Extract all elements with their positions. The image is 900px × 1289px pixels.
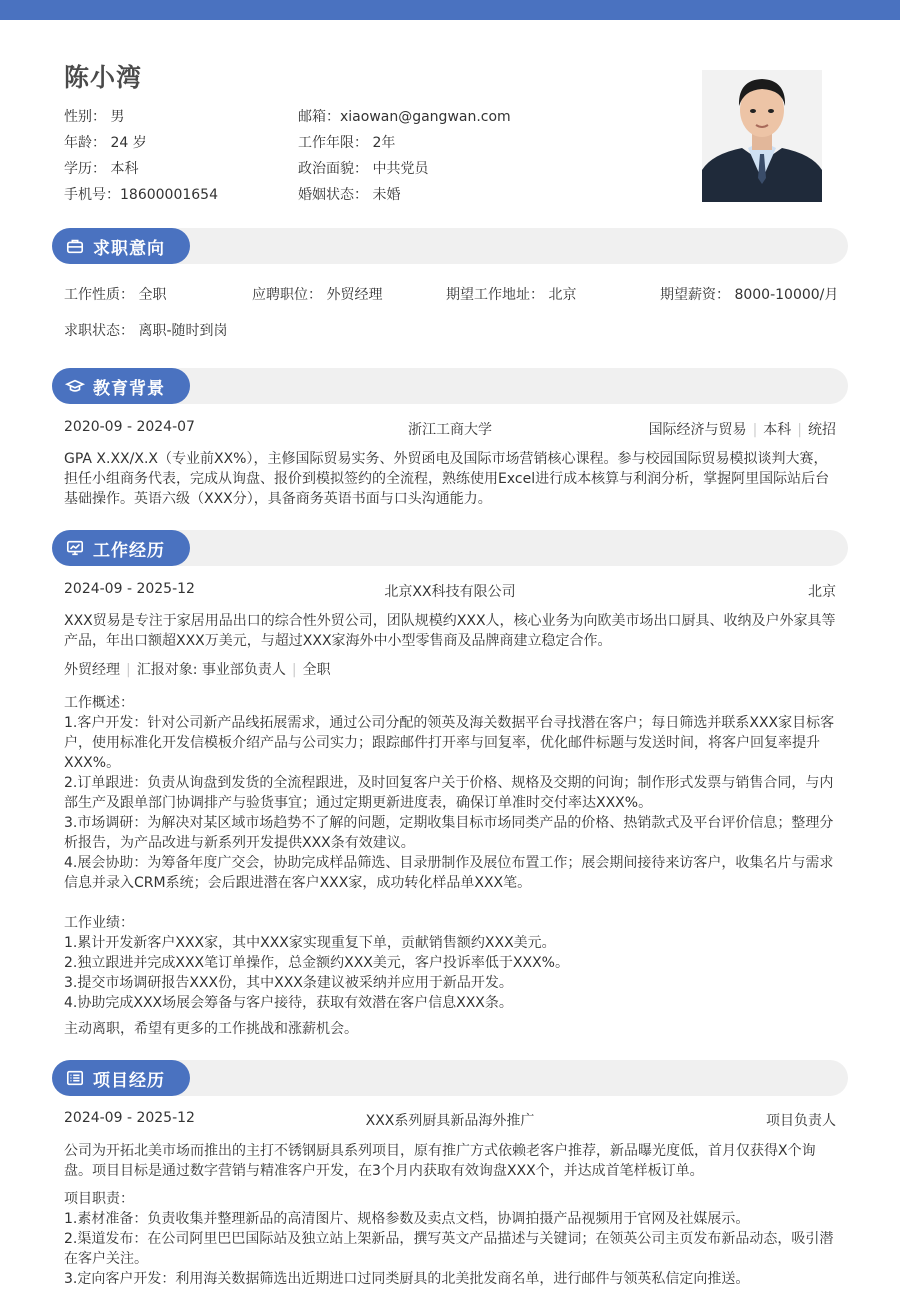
briefcase-icon: [66, 237, 84, 255]
edu-description: GPA X.XX/X.X（专业前XX%），主修国际贸易实务、外贸函电及国际市场营销核心课程。参与校园国际贸易模拟谈判大赛，担任小组商务代表，完成从询盘、报价到模拟签约的全流程，熟练使用Excel进行成本核算与利润分析，掌握阿里国际站后台基础操作。英语六级（XXX分），具备商务英语书面与口头沟通能力。: [64, 451, 830, 507]
section-title-project: 项目经历: [93, 1070, 165, 1091]
intent-nature: 工作性质： 全职: [64, 287, 167, 303]
graduation-cap-icon: [66, 377, 84, 395]
edu-meta: 国际经济与贸易 | 本科 | 统招: [648, 422, 836, 438]
info-education: 学历： 本科: [64, 161, 139, 177]
project-duties: 项目职责： 1.素材准备：负责收集并整理新品的高清图片、规格参数及卖点文档，协调拍摄产品视频用于官网及社媒展示。 2.渠道发布：在公司阿里巴巴国际站及独立站上架新品，撰写英文产品描述与关键词；在领英公司主页发布新品动态，吸引潜在客户关注。 3.定向客户开发：利用海关数据筛选出近期进口过同类厨具的北美批发商名单，进行邮件与领英私信定向推送。: [64, 1191, 834, 1287]
section-title-education: 教育背景: [93, 378, 165, 399]
work-company: 北京XX科技有限公司: [384, 584, 516, 600]
monitor-icon: [66, 539, 84, 557]
project-name: XXX系列厨具新品海外推广: [365, 1113, 535, 1129]
list-icon: [66, 1069, 84, 1087]
project-period: 2024-09 - 2025-12: [64, 1110, 195, 1126]
section-title-work: 工作经历: [93, 540, 165, 561]
edu-school: 浙江工商大学: [408, 422, 492, 438]
project-intro: 公司为开拓北美市场而推出的主打不锈钢厨具系列项目，原有推广方式依赖老客户推荐，新品曝光度低，首月仅获得X个询盘。项目目标是通过数字营销与精准客户开发，在3个月内获取有效询盘XXX个，并达成首笔样板订单。: [64, 1143, 816, 1179]
info-marital: 婚姻状态： 未婚: [298, 187, 401, 203]
info-work-years: 工作年限： 2年: [298, 135, 396, 151]
section-header-work: [52, 530, 848, 566]
edu-period: 2020-09 - 2024-07: [64, 419, 195, 435]
edu-type: 统招: [808, 422, 836, 438]
work-duties: 工作概述： 1.客户开发：针对公司新产品线拓展需求，通过公司分配的领英及海关数据平台寻找潜在客户；每日筛选并联系XXX家目标客户，使用标准化开发信模板介绍产品与公司实力；跟踪邮件打开率与回复率，优化邮件标题与发送时间，将客户回复率提升XXX%。 2.订单跟进：负责从询盘到发货的全流程跟进，及时回复客户关于价格、规格及交期的问询；制作形式发票与销售合同，与内部生产及跟单部门协调排产与验货事宜；通过定期更新进度表，确保订单准时交付率达XXX%。 3.市场调研：为解决对某区域市场趋势不了解的问题，定期收集目标市场同类产品的价格、热销款式及平台评价信息；整理分析报告，为产品改进与新系列开发提供XXX条有效建议。 4.展会协助：为筹备年度广交会，协助完成样品筛选、目录册制作及展位布置工作；展会期间接待来访客户，收集名片与需求信息并录入CRM系统；会后跟进潜在客户XXX家，成功转化样品单XXX笔。 工作业绩： 1.累计开发新客户XXX家，其中XXX家实现重复下单，贡献销售额约XXX美元。 2.独立跟进并完成XXX笔订单操作，总金额约XXX美元，客户投诉率低于XXX%。 3.提交市场调研报告XXX份，其中XXX条建议被采纳并应用于新品开发。 4.协助完成XXX场展会筹备与客户接待，获取有效潜在客户信息XXX条。: [64, 695, 835, 1011]
section-title-intent: 求职意向: [93, 238, 165, 259]
work-period: 2024-09 - 2025-12: [64, 581, 195, 597]
intent-location: 期望工作地址： 北京: [446, 287, 577, 303]
candidate-name: 陈小湾: [64, 63, 143, 92]
project-role: 项目负责人: [766, 1113, 836, 1129]
work-type: 全职: [302, 662, 331, 678]
work-role: 外贸经理: [64, 662, 120, 678]
intent-position: 应聘职位： 外贸经理: [252, 287, 383, 303]
work-leave-reason: 主动离职，希望有更多的工作挑战和涨薪机会。: [64, 1021, 358, 1037]
edu-major: 国际经济与贸易: [648, 422, 747, 438]
section-header-education: [52, 368, 848, 404]
work-report: 汇报对象: 事业部负责人: [136, 662, 286, 678]
work-company-intro: XXX贸易是专注于家居用品出口的综合性外贸公司，团队规模约XXX人，核心业务为向欧美市场出口厨具、收纳及户外家具等产品，年出口额超XXX万美元，与超过XXX家海外中小型零售商及品牌商建立稳定合作。: [64, 613, 836, 649]
profile-photo: [702, 70, 822, 202]
intent-salary: 期望薪资： 8000-10000/月: [660, 287, 839, 303]
work-meta: 外贸经理 | 汇报对象: 事业部负责人 | 全职: [64, 662, 331, 678]
edu-degree: 本科: [763, 422, 792, 438]
work-city: 北京: [808, 584, 836, 600]
section-header-intent: [52, 228, 848, 264]
intent-status: 求职状态： 离职-随时到岗: [64, 323, 228, 339]
info-phone: 手机号：18600001654: [64, 187, 218, 203]
info-age: 年龄： 24 岁: [64, 135, 147, 151]
info-political: 政治面貌： 中共党员: [298, 161, 429, 177]
section-header-project: [52, 1060, 848, 1096]
top-accent-bar: [0, 0, 900, 20]
info-email: 邮箱：xiaowan@gangwan.com: [298, 109, 511, 125]
info-gender: 性别： 男: [64, 109, 125, 125]
